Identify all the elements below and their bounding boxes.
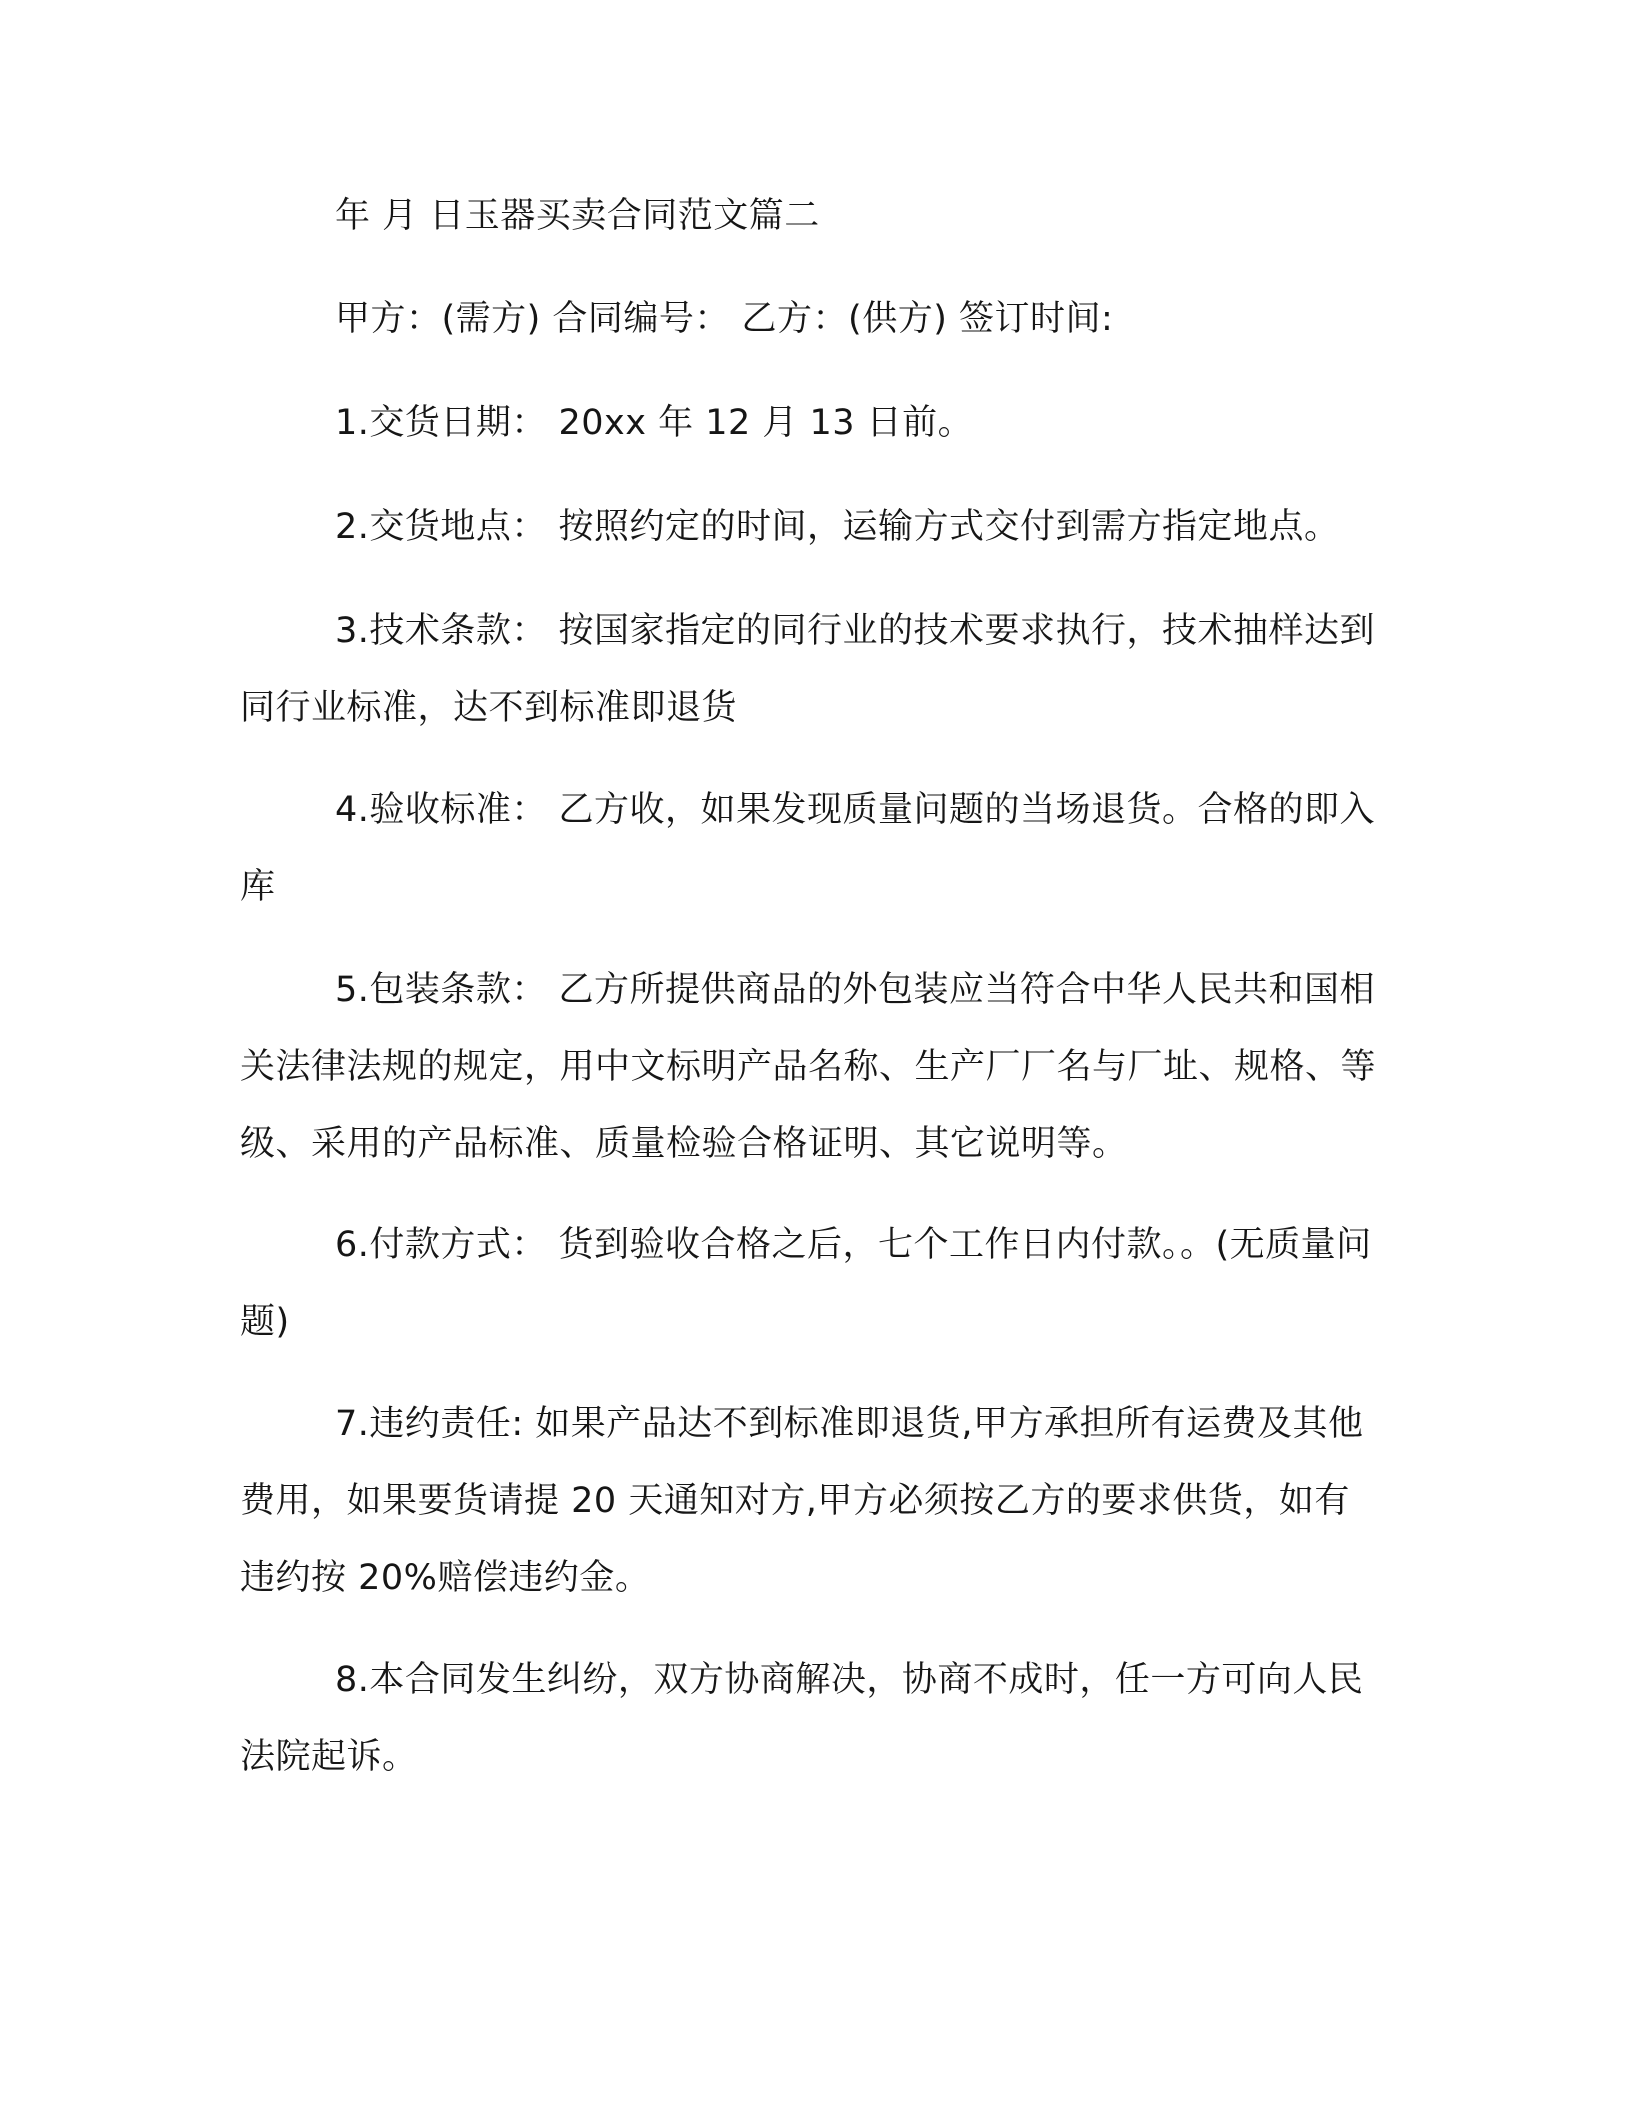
clause-delivery-place: 2.交货地点： 按照约定的时间，运输方式交付到需方指定地点。	[335, 507, 1340, 547]
parties-line: 甲方：(需方) 合同编号： 乙方：(供方) 签订时间:	[335, 299, 1114, 339]
clause-acceptance-standard: 4.验收标准： 乙方收，如果发现质量问题的当场退货。合格的即入库	[240, 790, 1376, 907]
document-title: 年 月 日玉器买卖合同范文篇二	[335, 196, 820, 236]
clause-payment-method: 6.付款方式： 货到验收合格之后，七个工作日内付款。。(无质量问题)	[240, 1225, 1372, 1342]
clause-packaging: 5.包装条款： 乙方所提供商品的外包装应当符合中华人民共和国相关法律法规的规定，用中文标明产品名称、生产厂厂名与厂址、规格、等级、采用的产品标准、质量检验合格证明、其它说明等。	[240, 970, 1377, 1164]
clause-technical-terms: 3.技术条款： 按国家指定的同行业的技术要求执行，技术抽样达到同行业标准，达不到标准即退货	[240, 611, 1376, 728]
clause-dispute-resolution: 8.本合同发生纠纷，双方协商解决，协商不成时，任一方可向人民法院起诉。	[240, 1660, 1364, 1777]
clause-delivery-date: 1.交货日期： 20xx 年 12 月 13 日前。	[335, 403, 974, 443]
clause-liability: 7.违约责任: 如果产品达不到标准即退货,甲方承担所有运费及其他费用，如果要货请提 20 天通知对方,甲方必须按乙方的要求供货，如有违约按 20%赔偿违约金。	[240, 1404, 1364, 1598]
